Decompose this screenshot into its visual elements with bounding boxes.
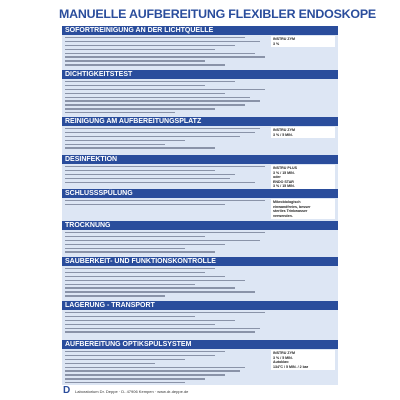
section-body bbox=[62, 164, 338, 189]
section-heading: TROCKNUNG bbox=[62, 221, 338, 230]
section-heading: SOFORTREINIGUNG AN DER LICHTQUELLE bbox=[62, 26, 338, 35]
product-note: INSTRU ZYM 3 % bbox=[271, 36, 335, 47]
section-body bbox=[62, 310, 338, 340]
product-note: INSTRU ZYM 3 % / 5 MIN. Autoklav: 134°C / 5 MIN. / 2 bar bbox=[271, 350, 335, 370]
section-heading: DESINFEKTION bbox=[62, 155, 338, 164]
instruction-text bbox=[65, 268, 265, 299]
section-body bbox=[62, 79, 338, 117]
instruction-poster bbox=[59, 6, 376, 396]
section-optikspuelsystem bbox=[62, 340, 338, 385]
section-heading: REINIGUNG AM AUFBEREITUNGSPLATZ bbox=[62, 117, 338, 126]
section-heading: SAUBERKEIT- UND FUNKTIONSKONTROLLE bbox=[62, 257, 338, 266]
instruction-text bbox=[65, 81, 265, 116]
section-dichtigkeitstest bbox=[62, 70, 338, 117]
instruction-text bbox=[65, 200, 265, 208]
instruction-text bbox=[65, 128, 265, 151]
section-body bbox=[62, 230, 338, 257]
section-body bbox=[62, 266, 338, 301]
poster-title: MANUELLE AUFBEREITUNG FLEXIBLER ENDOSKOPE bbox=[59, 7, 376, 21]
section-heading: AUFBEREITUNG OPTIKSPÜLSYSTEM bbox=[62, 340, 338, 349]
section-body bbox=[62, 198, 338, 221]
section-lagerung bbox=[62, 301, 338, 340]
section-trocknung bbox=[62, 221, 338, 257]
section-heading: LAGERUNG - TRANSPORT bbox=[62, 301, 338, 310]
section-heading: DICHTIGKEITSTEST bbox=[62, 70, 338, 79]
section-desinfektion bbox=[62, 155, 338, 189]
section-body bbox=[62, 349, 338, 385]
section-body bbox=[62, 126, 338, 155]
section-sauberkeit bbox=[62, 257, 338, 301]
product-note: INSTRU ZYM 3 % / 5 MIN. bbox=[271, 127, 335, 138]
footer bbox=[59, 386, 341, 396]
section-sofortreinigung bbox=[62, 26, 338, 70]
product-note: INSTRU PLUS 3 % / 15 MIN. oder ENDO STAR 3 % / 15 MIN. bbox=[271, 165, 335, 190]
instruction-text bbox=[65, 166, 265, 185]
instruction-text bbox=[65, 312, 265, 335]
footer-text: Laboratorium Dr. Deppe · D- 47906 Kempen · www.dr-deppe.de bbox=[75, 389, 189, 394]
section-reinigung bbox=[62, 117, 338, 155]
product-note: Mikrobiologisch einwandfreies, besser steriles Trinkwasser verwenden. bbox=[271, 199, 335, 219]
instruction-text bbox=[65, 37, 265, 68]
instruction-text bbox=[65, 351, 265, 386]
brand-logo: D bbox=[63, 385, 71, 396]
section-heading: SCHLUSSSPÜLUNG bbox=[62, 189, 338, 198]
instruction-text bbox=[65, 232, 265, 255]
section-body bbox=[62, 35, 338, 70]
section-schlussspuelung bbox=[62, 189, 338, 221]
